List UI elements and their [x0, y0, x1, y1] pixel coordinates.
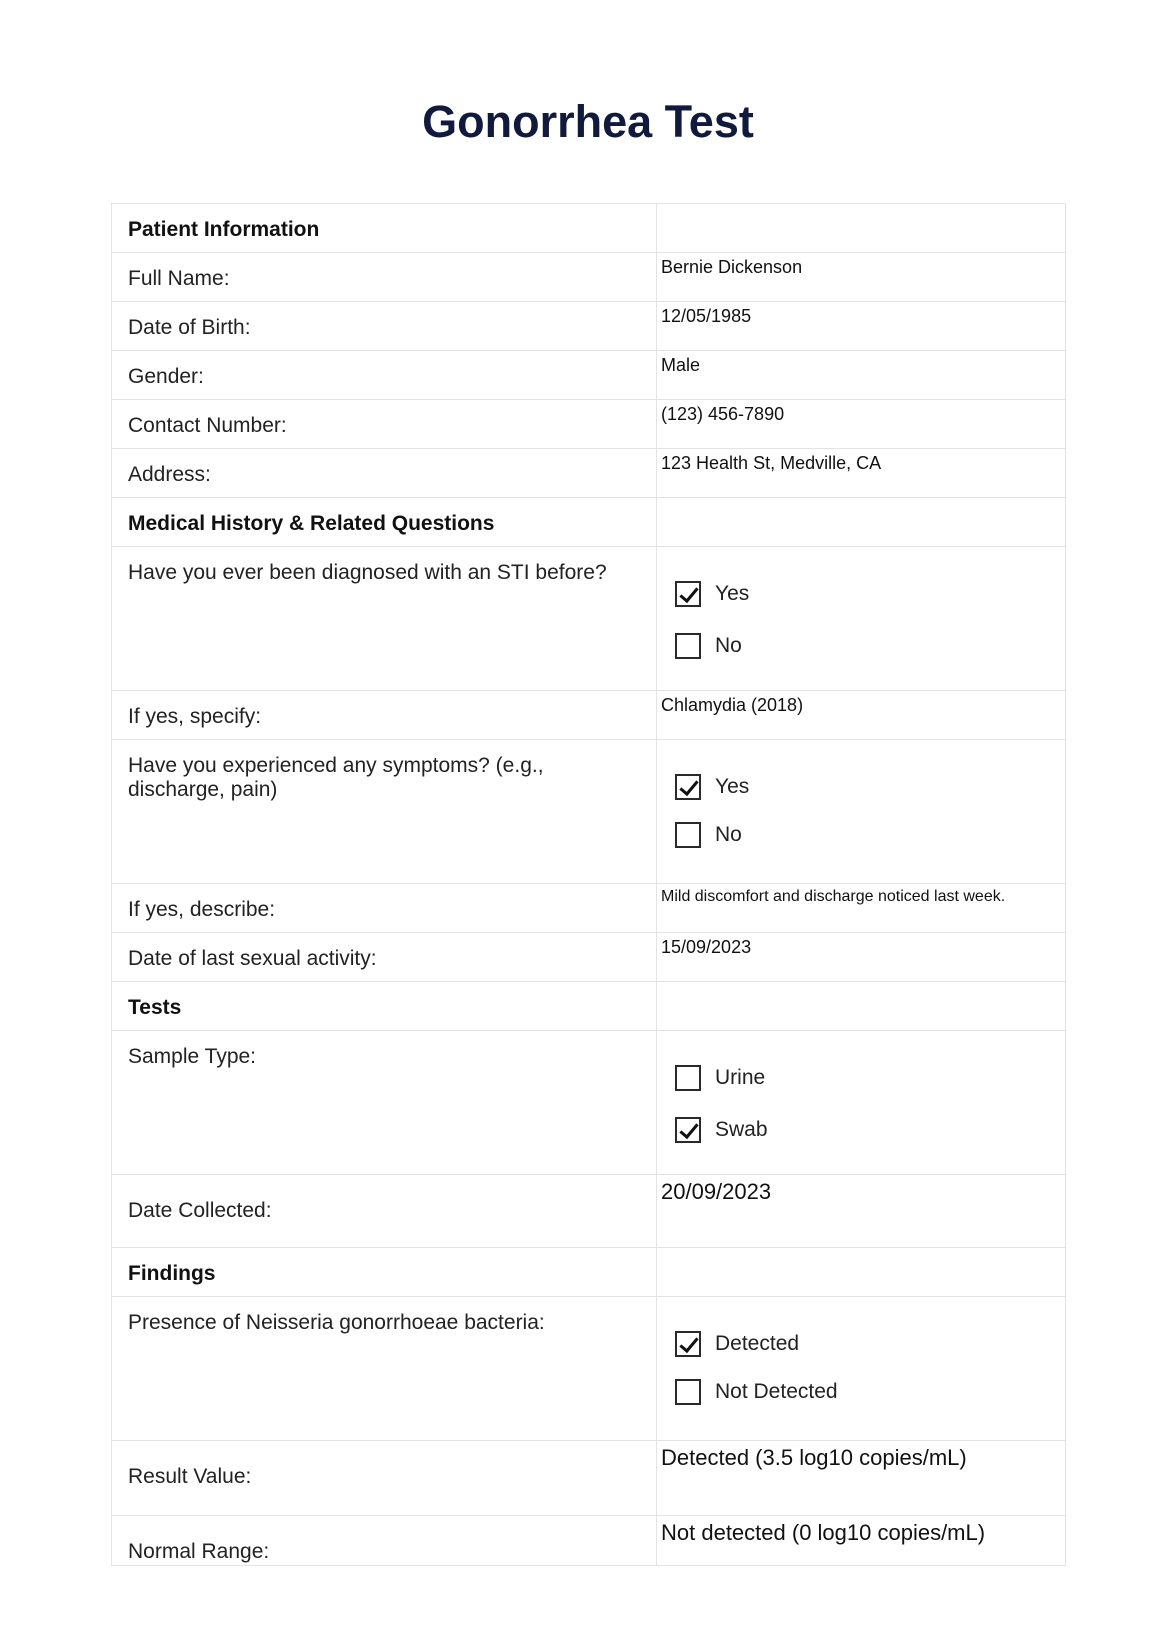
page-title: Gonorrhea Test: [422, 96, 754, 147]
field-label: Contact Number:: [128, 414, 287, 437]
checkbox-checked-icon[interactable]: [675, 1117, 701, 1143]
section-row-patient: [112, 204, 1066, 253]
field-label: Sample Type:: [128, 1045, 257, 1068]
last-activity-value[interactable]: 15/09/2023: [661, 937, 752, 957]
table-row: [112, 933, 1066, 982]
option-label: Detected: [715, 1332, 800, 1355]
empty-cell: [657, 982, 1066, 1031]
checkbox-unchecked-icon[interactable]: [675, 1065, 701, 1091]
field-label: Address:: [128, 463, 211, 486]
gender-value[interactable]: Male: [661, 355, 701, 375]
empty-cell: [657, 498, 1066, 547]
sti-no-option[interactable]: [675, 631, 1065, 661]
section-title: Medical History & Related Questions: [128, 512, 495, 535]
section-row-tests: [112, 982, 1066, 1031]
table-row: [112, 1297, 1066, 1441]
field-label: If yes, describe:: [128, 898, 276, 921]
detected-option[interactable]: [675, 1329, 1065, 1359]
not-detected-option[interactable]: [675, 1377, 1065, 1407]
option-label: No: [715, 823, 742, 846]
section-title: Patient Information: [128, 218, 320, 241]
field-label: Date of Birth:: [128, 316, 251, 339]
table-row: [112, 547, 1066, 691]
symptoms-no-option[interactable]: [675, 820, 1065, 850]
sti-yes-option[interactable]: [675, 579, 1065, 609]
option-label: No: [715, 634, 742, 657]
option-label: Yes: [715, 582, 750, 605]
table-row: [112, 302, 1066, 351]
field-label: Normal Range:: [128, 1540, 270, 1563]
checkbox-checked-icon[interactable]: [675, 581, 701, 607]
option-label: Yes: [715, 775, 750, 798]
symptoms-options: [657, 740, 1065, 850]
option-label: Swab: [715, 1118, 768, 1141]
field-label: Full Name:: [128, 267, 230, 290]
presence-options: [657, 1297, 1065, 1407]
question-label: Have you experienced any symptoms? (e.g., discharge, pain): [128, 754, 544, 801]
sample-type-options: [657, 1031, 1065, 1145]
table-row: [112, 1175, 1066, 1248]
table-row: [112, 1031, 1066, 1175]
swab-option[interactable]: [675, 1115, 1065, 1145]
field-label: Result Value:: [128, 1465, 252, 1488]
question-label: Have you ever been diagnosed with an STI before?: [128, 561, 607, 584]
section-title: Findings: [128, 1262, 216, 1285]
field-label: Date of last sexual activity:: [128, 947, 377, 970]
address-value[interactable]: 123 Health St, Medville, CA: [661, 453, 882, 473]
describe-value[interactable]: Mild discomfort and discharge noticed last week.: [661, 888, 1006, 905]
test-form-table: [111, 203, 1066, 1566]
section-row-findings: [112, 1248, 1066, 1297]
table-row: [112, 1441, 1066, 1516]
normal-range-value[interactable]: Not detected (0 log10 copies/mL): [661, 1520, 986, 1545]
sti-options: [657, 547, 1065, 661]
checkbox-unchecked-icon[interactable]: [675, 633, 701, 659]
empty-cell: [657, 1248, 1066, 1297]
empty-cell: [657, 204, 1066, 253]
collected-value[interactable]: 20/09/2023: [661, 1179, 772, 1204]
full-name-value[interactable]: Bernie Dickenson: [661, 257, 803, 277]
sti-specify-value[interactable]: Chlamydia (2018): [661, 695, 804, 715]
table-row: [112, 253, 1066, 302]
contact-value[interactable]: (123) 456-7890: [661, 404, 785, 424]
symptoms-yes-option[interactable]: [675, 772, 1065, 802]
dob-value[interactable]: 12/05/1985: [661, 306, 752, 326]
field-label: Presence of Neisseria gonorrhoeae bacteria:: [128, 1311, 545, 1334]
table-row: [112, 351, 1066, 400]
checkbox-unchecked-icon[interactable]: [675, 822, 701, 848]
field-label: Date Collected:: [128, 1199, 272, 1222]
urine-option[interactable]: [675, 1063, 1065, 1093]
result-value[interactable]: Detected (3.5 log10 copies/mL): [661, 1445, 967, 1470]
table-row: [112, 740, 1066, 884]
checkbox-checked-icon[interactable]: [675, 774, 701, 800]
option-label: Not Detected: [715, 1380, 838, 1403]
option-label: Urine: [715, 1066, 766, 1089]
section-heading-patient: [112, 204, 657, 253]
field-label: If yes, specify:: [128, 705, 262, 728]
section-row-medical: [112, 498, 1066, 547]
table-row: [112, 884, 1066, 933]
checkbox-unchecked-icon[interactable]: [675, 1379, 701, 1405]
section-title: Tests: [128, 996, 182, 1019]
checkbox-checked-icon[interactable]: [675, 1331, 701, 1357]
table-row: [112, 449, 1066, 498]
table-row: [112, 1516, 1066, 1566]
field-label: Gender:: [128, 365, 204, 388]
table-row: [112, 691, 1066, 740]
table-row: [112, 400, 1066, 449]
